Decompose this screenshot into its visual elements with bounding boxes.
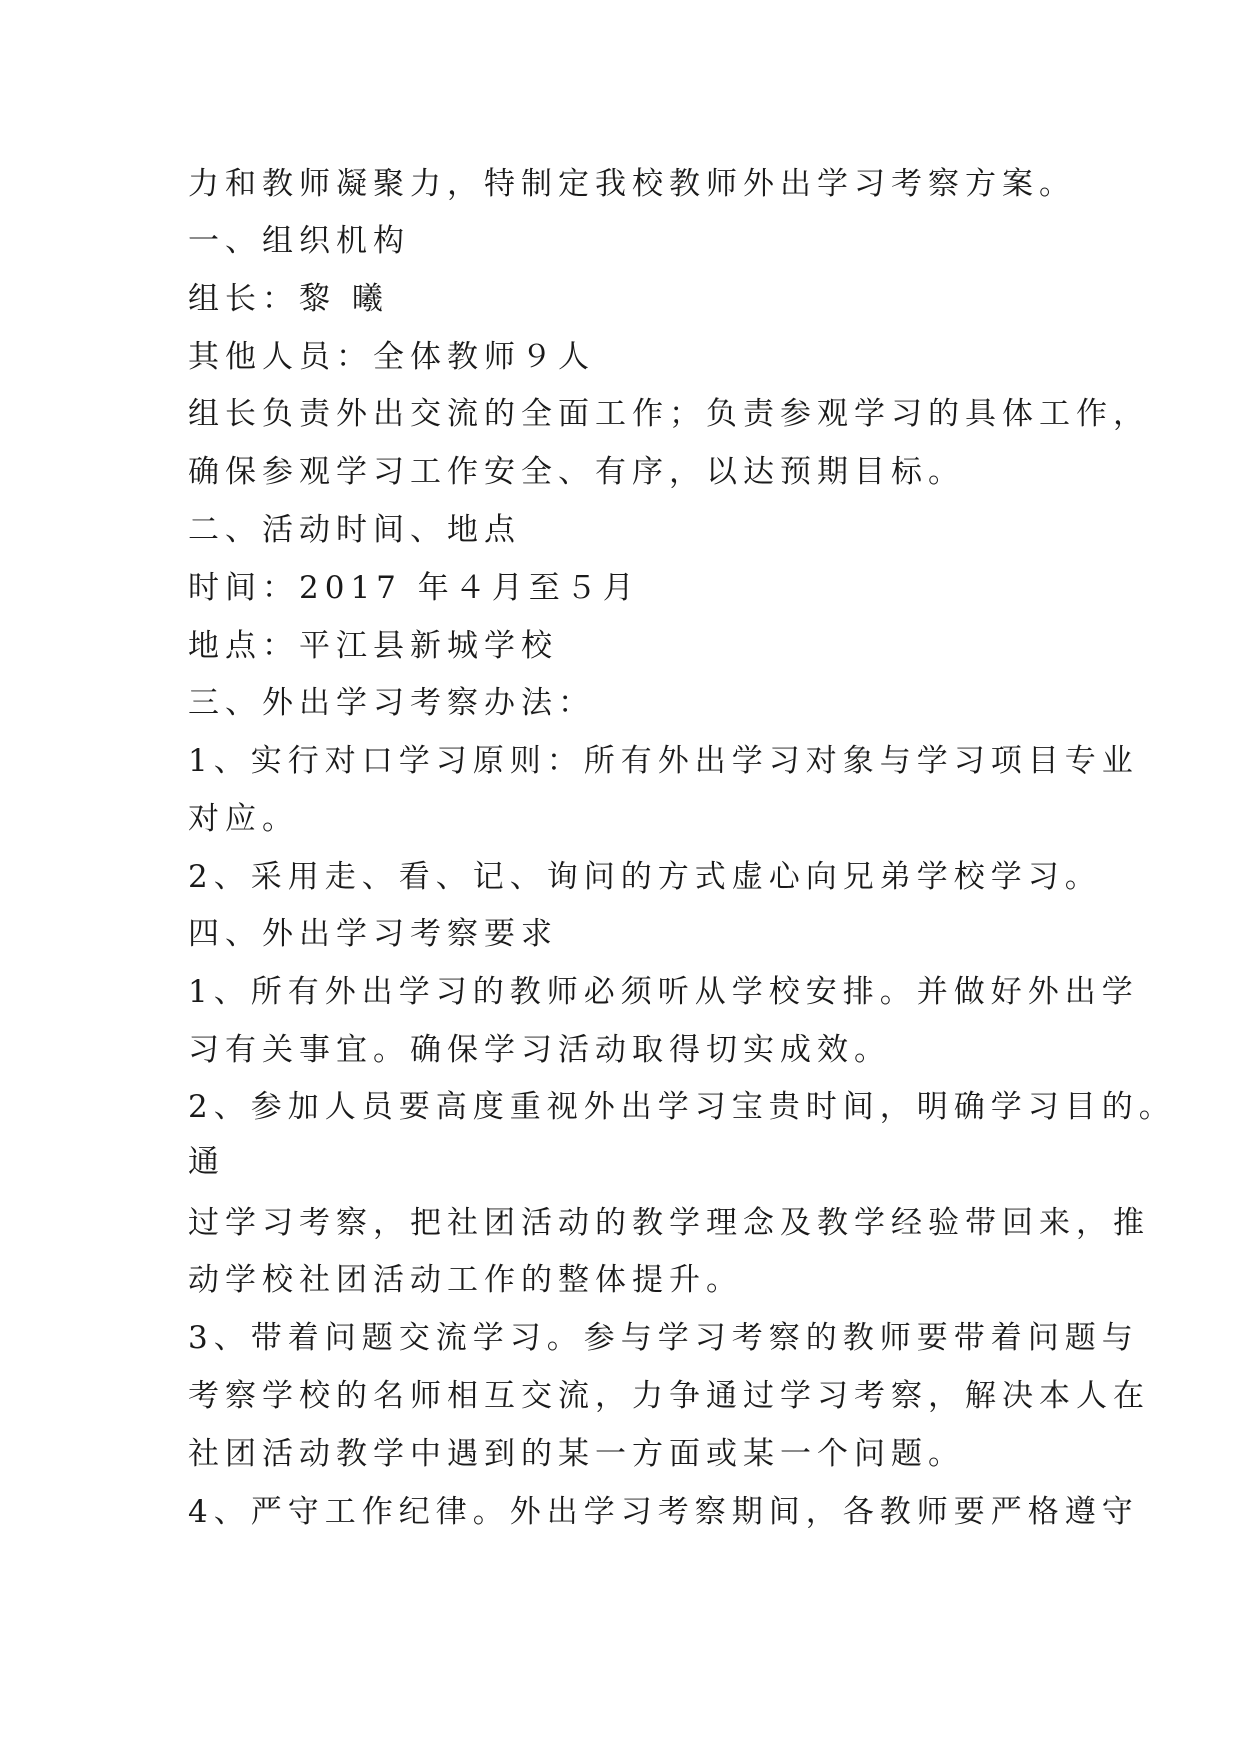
paragraph-line: 社团活动教学中遇到的某一方面或某一个问题。 xyxy=(188,1436,965,1472)
section-heading: 三、外出学习考察办法： xyxy=(188,685,595,721)
paragraph-line: 其他人员：全体教师９人 xyxy=(188,339,595,375)
paragraph-line: 过学习考察，把社团活动的教学理念及教学经验带回来，推 xyxy=(188,1205,1150,1241)
paragraph-line: 组长：黎 曦 xyxy=(188,281,389,317)
paragraph-line: 对应。 xyxy=(188,801,299,837)
paragraph-line: 通 xyxy=(188,1144,225,1180)
paragraph-line: 力和教师凝聚力，特制定我校教师外出学习考察方案。 xyxy=(188,166,1076,202)
paragraph-line: 2、参加人员要高度重视外出学习宝贵时间，明确学习目的。 xyxy=(188,1089,1176,1125)
paragraph-line: 习有关事宜。确保学习活动取得切实成效。 xyxy=(188,1032,891,1068)
section-heading: 一、组织机构 xyxy=(188,223,410,259)
paragraph-line: 考察学校的名师相互交流，力争通过学习考察，解决本人在 xyxy=(188,1378,1150,1414)
paragraph-line: 地点：平江县新城学校 xyxy=(188,628,558,664)
paragraph-line: 3、带着问题交流学习。参与学习考察的教师要带着问题与 xyxy=(188,1320,1139,1356)
paragraph-line: 4、严守工作纪律。外出学习考察期间，各教师要严格遵守 xyxy=(188,1494,1139,1530)
paragraph-line: 时间：2017 年４月至５月 xyxy=(188,570,640,606)
section-heading: 四、外出学习考察要求 xyxy=(188,916,558,952)
paragraph-line: 1、实行对口学习原则：所有外出学习对象与学习项目专业 xyxy=(188,743,1139,779)
paragraph-line: 2、采用走、看、记、询问的方式虚心向兄弟学校学习。 xyxy=(188,859,1102,895)
paragraph-line: 动学校社团活动工作的整体提升。 xyxy=(188,1262,743,1298)
paragraph-line: 1、所有外出学习的教师必须听从学校安排。并做好外出学 xyxy=(188,974,1139,1010)
paragraph-line: 确保参观学习工作安全、有序，以达预期目标。 xyxy=(188,454,965,490)
paragraph-line: 组长负责外出交流的全面工作；负责参观学习的具体工作， xyxy=(188,396,1150,432)
section-heading: 二、活动时间、地点 xyxy=(188,512,521,548)
